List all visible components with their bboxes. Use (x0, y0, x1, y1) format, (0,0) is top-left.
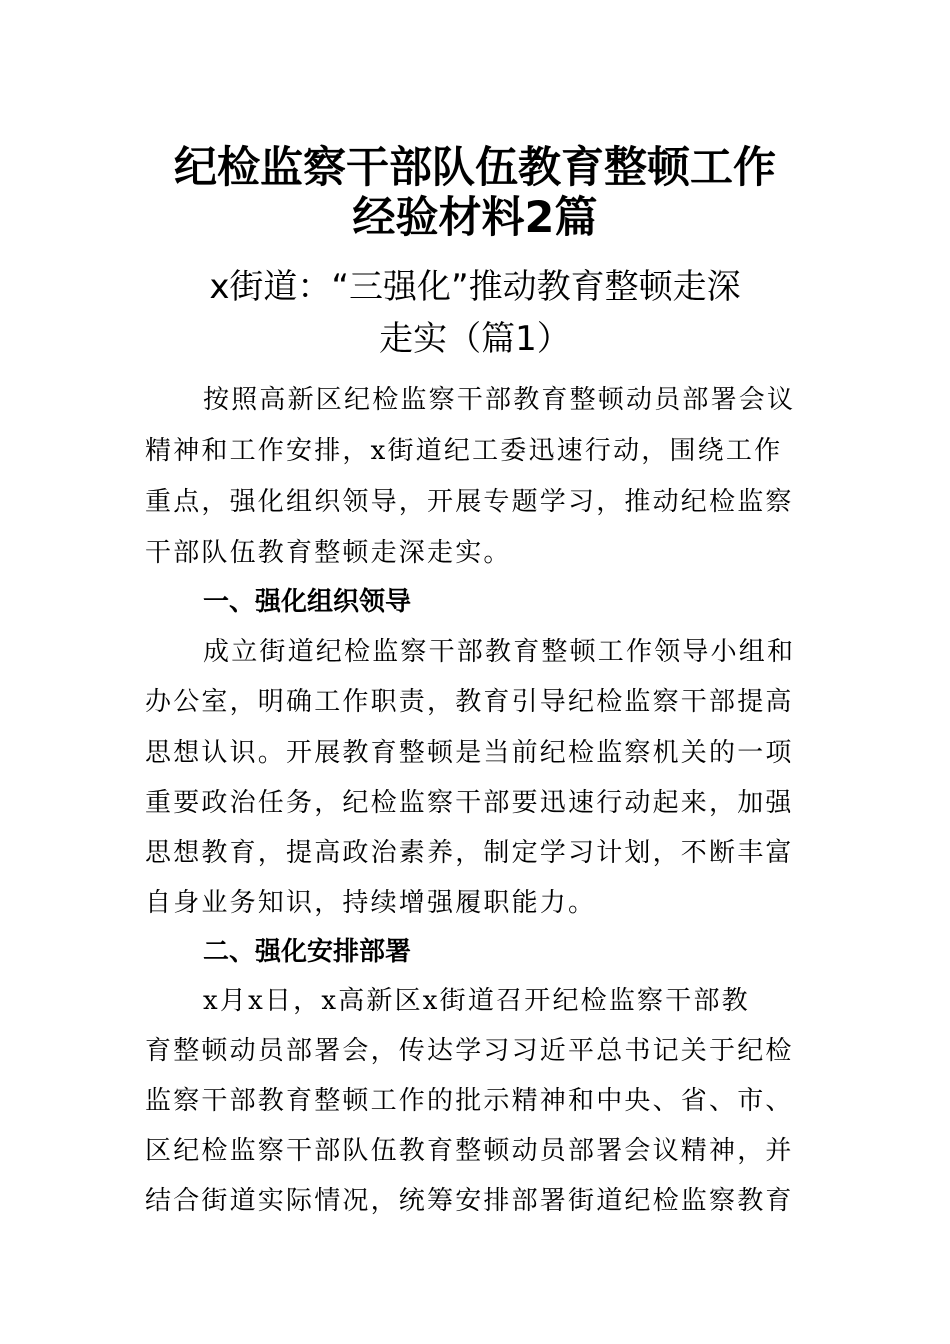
paragraph-line: 监察干部教育整顿工作的批示精神和中央、省、市、 (145, 1086, 794, 1116)
section-heading-1: 一、强化组织领导 (203, 587, 412, 617)
article-subtitle-line-2: 走实（篇1） (379, 319, 571, 359)
article-subtitle-line-1: x街道：“三强化”推动教育整顿走深 (209, 267, 741, 307)
paragraph-line: 思想教育，提高政治素养，制定学习计划，不断丰富 (145, 838, 794, 868)
paragraph-line: 按照高新区纪检监察干部教育整顿动员部署会议 (203, 385, 796, 415)
paragraph-line: 育整顿动员部署会，传达学习习近平总书记关于纪检 (145, 1036, 794, 1066)
paragraph-line: 区纪检监察干部队伍教育整顿动员部署会议精神，并 (145, 1136, 794, 1166)
document-title-line-2: 经验材料2篇 (352, 193, 598, 243)
paragraph-line: 重点，强化组织领导，开展专题学习，推动纪检监察 (145, 487, 794, 517)
paragraph-line: 办公室，明确工作职责，教育引导纪检监察干部提高 (145, 687, 794, 717)
paragraph-line: 重要政治任务，纪检监察干部要迅速行动起来，加强 (145, 788, 794, 818)
paragraph-line: 精神和工作安排，x街道纪工委迅速行动，围绕工作 (145, 436, 783, 466)
paragraph-line: x月x日，x高新区x街道召开纪检监察干部教 (203, 986, 750, 1016)
paragraph-line: 自身业务知识，持续增强履职能力。 (145, 888, 597, 918)
paragraph-line: 干部队伍教育整顿走深走实。 (145, 538, 512, 568)
document-title-line-1: 纪检监察干部队伍教育整顿工作 (174, 143, 776, 193)
paragraph-line: 成立街道纪检监察干部教育整顿工作领导小组和 (203, 637, 796, 667)
paragraph-line: 思想认识。开展教育整顿是当前纪检监察机关的一项 (145, 738, 794, 768)
section-heading-2: 二、强化安排部署 (203, 937, 412, 967)
paragraph-line: 结合街道实际情况，统筹安排部署街道纪检监察教育 (145, 1186, 794, 1216)
